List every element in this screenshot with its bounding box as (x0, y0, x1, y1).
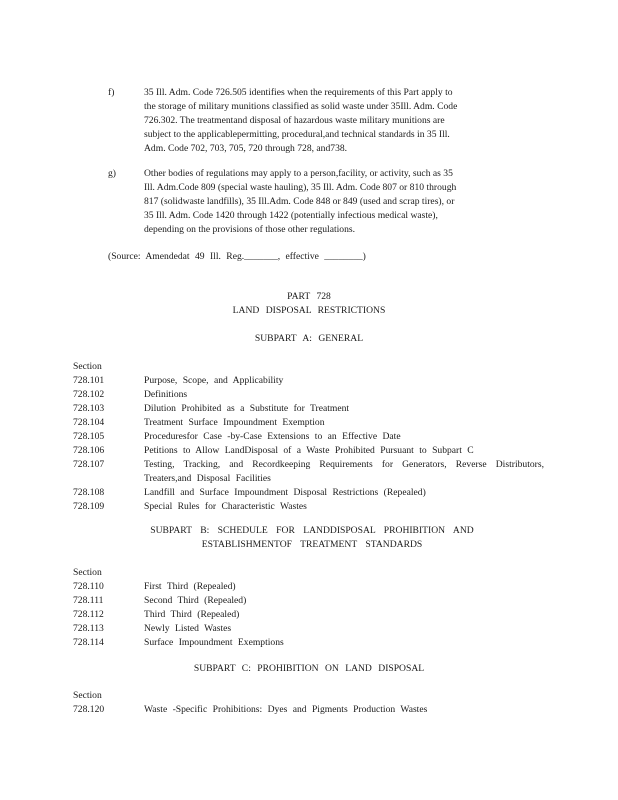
section-number: 728.120 (73, 704, 105, 715)
section-number: 728.102 (73, 389, 105, 400)
section-title: Purpose, Scope, and Applicability (144, 375, 284, 386)
toc-row (73, 500, 543, 514)
subpart-a-section-list (73, 374, 543, 514)
toc-row (73, 622, 543, 636)
section-number: 728.101 (73, 375, 105, 386)
subpart-a-heading: SUBPART A: GENERAL (254, 333, 364, 344)
section-title: Landfill and Surface Impoundment Disposal Restrictions (Repealed) (144, 487, 426, 498)
paragraph-line: depending on the provisions of those other regulations. (144, 224, 356, 235)
part-title: LAND DISPOSAL RESTRICTIONS (232, 305, 386, 316)
section-number: 728.109 (73, 501, 105, 512)
section-number: 728.114 (73, 637, 104, 648)
paragraph-g-text (144, 167, 536, 237)
paragraph-line: subject to the applicablepermitting, procedural,and technical standards in 35 Ill. (144, 129, 450, 140)
paragraph-line: 35 Ill. Adm. Code 1420 through 1422 (potentially infectious medical waste), (144, 210, 438, 221)
toc-row (73, 636, 543, 650)
toc-row (73, 703, 543, 717)
subpart-c-heading: SUBPART C: PROHIBITION ON LAND DISPOSAL (193, 663, 425, 674)
paragraph-line: Ill. Adm.Code 809 (special waste hauling), 35 Ill. Adm. Code 807 or 810 through (144, 182, 457, 193)
section-label: Section (73, 567, 102, 578)
paragraph-f-text (144, 86, 536, 156)
toc-row (73, 388, 543, 402)
toc-row (73, 416, 543, 430)
section-label: Section (73, 690, 102, 701)
paragraph-line: Other bodies of regulations may apply to a person,facility, or activity, such as 35 (144, 168, 453, 179)
section-title: Petitions to Allow LandDisposal of a Waste Prohibited Pursuant to Subpart C (144, 445, 474, 456)
section-number: 728.105 (73, 431, 105, 442)
section-title: Special Rules for Characteristic Wastes (144, 501, 307, 512)
toc-row (73, 580, 543, 594)
toc-row (73, 458, 543, 486)
section-number: 728.113 (73, 623, 104, 634)
section-title: Testing, Tracking, and Recordkeeping Requirements for Generators, Reverse Distributors, Treaters,and Disposal Facilities (144, 459, 544, 484)
toc-row (73, 444, 543, 458)
toc-row (73, 608, 543, 622)
section-title: Newly Listed Wastes (144, 623, 232, 634)
section-title: Proceduresfor Case -by-Case Extensions to an Effective Date (144, 431, 401, 442)
section-number: 728.111 (73, 595, 104, 606)
section-number: 728.112 (73, 609, 104, 620)
toc-row (73, 486, 543, 500)
section-label: Section (73, 361, 102, 372)
paragraph-f-marker: f) (108, 87, 115, 98)
toc-row (73, 594, 543, 608)
toc-row (73, 402, 543, 416)
subpart-c-section-list (73, 703, 543, 717)
section-number: 728.106 (73, 445, 105, 456)
paragraph-line: the storage of military munitions classified as solid waste under 35Ill. Adm. Code (144, 101, 458, 112)
paragraph-line: 726.302. The treatmentand disposal of hazardous waste military munitions are (144, 115, 445, 126)
toc-row (73, 430, 543, 444)
section-title: Treatment Surface Impoundment Exemption (144, 417, 325, 428)
paragraph-line: 35 Ill. Adm. Code 726.505 identifies when the requirements of this Part apply to (144, 87, 453, 98)
section-number: 728.104 (73, 417, 105, 428)
section-number: 728.108 (73, 487, 105, 498)
section-number: 728.103 (73, 403, 105, 414)
paragraph-line: 817 (solidwaste landfills), 35 Ill.Adm. Code 848 or 849 (used and scrap tires), or (144, 196, 455, 207)
section-number: 728.107 (73, 459, 105, 470)
subpart-b-heading: SUBPART B: SCHEDULE FOR LANDDISPOSAL PROHIBITION AND ESTABLISHMENTOF TREATMENT STANDARDS (150, 525, 474, 550)
paragraph-g-marker: g) (108, 168, 116, 179)
subpart-b-section-list (73, 580, 543, 650)
section-title: Second Third (Repealed) (144, 595, 247, 606)
section-number: 728.110 (73, 581, 104, 592)
source-note: (Source: Amendedat 49 Ill. Reg._______, effective ________) (108, 251, 366, 262)
section-title: Third Third (Repealed) (144, 609, 240, 620)
paragraph-line: Adm. Code 702, 703, 705, 720 through 728, and738. (144, 143, 348, 154)
section-title: Surface Impoundment Exemptions (144, 637, 284, 648)
section-title: Dilution Prohibited as a Substitute for Treatment (144, 403, 350, 414)
section-title: Definitions (144, 389, 188, 400)
part-number: PART 728 (287, 291, 331, 302)
section-title: First Third (Repealed) (144, 581, 236, 592)
toc-row (73, 374, 543, 388)
section-title: Waste -Specific Prohibitions: Dyes and Pigments Production Wastes (144, 704, 428, 715)
